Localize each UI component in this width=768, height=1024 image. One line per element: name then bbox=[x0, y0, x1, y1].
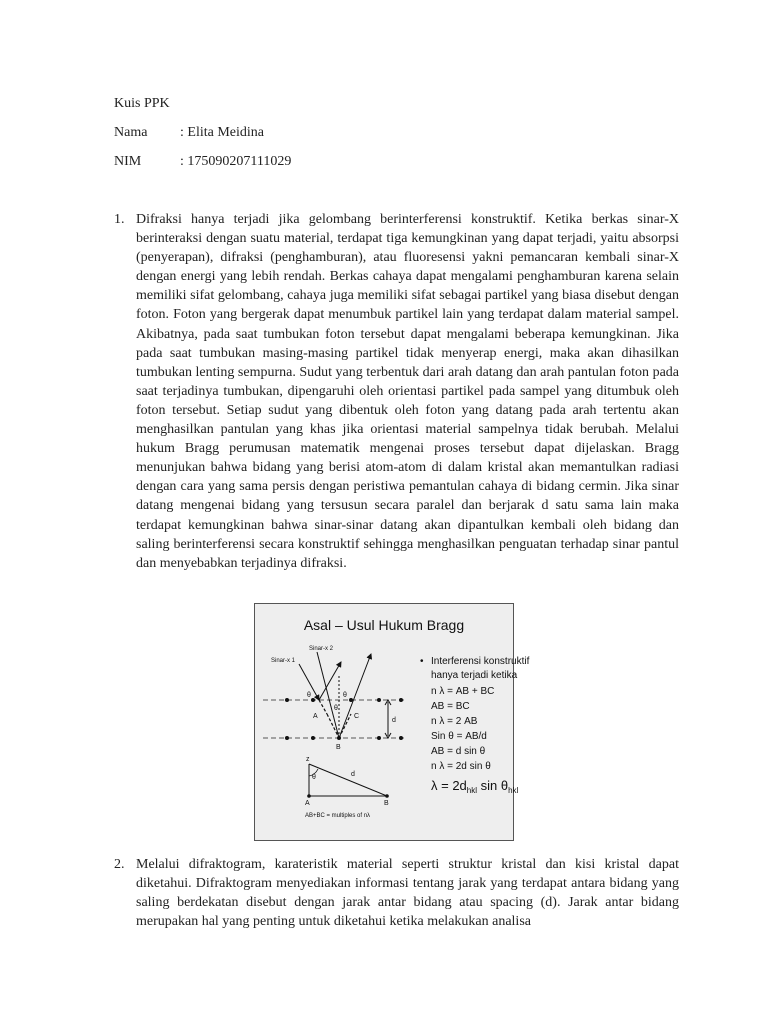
quiz-title: Kuis PPK bbox=[114, 96, 170, 111]
segment-ab-2 bbox=[327, 714, 339, 738]
name-row bbox=[114, 123, 264, 142]
ray-2-label: Sinar-x 2 bbox=[309, 646, 334, 652]
item-text: Difraksi hanya terjadi jika gelombang berinterferensi konstruktif. Ketika berkas sinar-X berinteraksi dengan suatu material, terdapat tiga kemungkinan yang dapat terjadi, yaitu absorpsi (penyerapan), difraksi (penghamburan), atau fluoresensi yakni pemancaran kembali sinar-X dengan energi yang lebih rendah. Berkas cahaya dapat mengalami penghamburan karena selain memiliki sifat gelombang, cahaya juga memiliki sifat sebagai partikel yang biasa disebut dengan foton. Foton yang bergerak dapat menumbuk partikel lain yang terdapat dalam material sampel. Akibatnya, pada saat tumbukan foton tersebut dapat mengalami beberapa kemungkinan. Jika pada saat tumbukan masing-masing partikel tidak menyerap energi, maka akan dihasilkan tumbukan lenting sempurna. Sudut yang terbentuk dari arah datang dan arah pantulan foton pada saat terjadinya tumbukan, dipengaruhi oleh orientasi partikel pada sampel yang ditumbuk oleh foton tersebut. Setiap sudut yang dibentuk oleh foton yang datang pada arah tertentu akan menghasilkan pantulan yang khas jika orientasi material sampelnya tidak berubah. Melalui hukum Bragg perumusan matematik mengenai proses tersebut dapat dijelaskan. Bragg menunjukan bahwa bidang yang berisi atom-atom di dalam kristal akan memantulkan radiasi dengan cara yang sama persis dengan peristiwa pemantulan cahaya di bidang cermin. Jika sinar datang mengenai bidang yang tersusun secara paralel dan berjarak d satu sama lain maka terdapat kemungkinan bahwa sinar-sinar datang akan dipantulkan kembali oleh bidang dan saling berinterferensi secara konstruktif sehingga menghasilkan penguatan terhadap sinar pantul dan menyebabkan terjadinya difraksi. bbox=[136, 212, 679, 571]
answer-item-2 bbox=[114, 855, 679, 931]
ray-1-label: Sinar-x 1 bbox=[271, 658, 296, 664]
incident-ray-2 bbox=[317, 652, 339, 738]
label-b: B bbox=[336, 744, 341, 751]
triangle-point-a bbox=[307, 794, 311, 798]
label-c: C bbox=[354, 713, 360, 720]
theta-label-right: θ bbox=[343, 692, 347, 699]
item-text: Melalui difraktogram, karateristik material seperti struktur kristal dan kisi kristal dapat diketahui. Difraktogram menyediakan informasi tentang jarak yang terdapat antara bidang yang saling berdekatan disebut dengan jarak antar bidang atau spacing (d). Jarak antar bidang merupakan hal yang penting untuk diketahui ketika melakukan analisa bbox=[136, 857, 679, 930]
equation-2: AB = BC bbox=[431, 701, 470, 712]
triangle-point-b bbox=[385, 794, 389, 798]
equation-3: n λ = 2 AB bbox=[431, 716, 478, 727]
nim-value: : 175090207111029 bbox=[180, 154, 292, 169]
item-number: 1. bbox=[114, 212, 125, 227]
theta-label-center: θ bbox=[334, 705, 338, 712]
label-z: z bbox=[306, 756, 310, 763]
triangle-theta-label: θ bbox=[312, 774, 316, 781]
equation-6: n λ = 2d sin θ bbox=[431, 761, 491, 772]
label-d: d bbox=[392, 717, 396, 724]
figure-title: Asal – Usul Hukum Bragg bbox=[303, 617, 465, 633]
answer-item-1 bbox=[114, 210, 679, 573]
bragg-equation: $\lambda = 2d_{hkl}$ $\sin \theta_{hkl}$ bbox=[431, 778, 519, 795]
triangle-hypotenuse bbox=[309, 764, 387, 796]
equation-5: AB = d sin θ bbox=[431, 746, 486, 757]
triangle-a-label: A bbox=[305, 800, 310, 807]
diagram-caption: AB+BC = multiples of nλ bbox=[305, 813, 371, 819]
bragg-figure bbox=[254, 603, 530, 841]
bullet-text: Interferensi konstruktif bbox=[431, 656, 530, 667]
item-number: 2. bbox=[114, 857, 125, 872]
nim-row bbox=[114, 152, 291, 171]
equation-4: Sin θ = AB/d bbox=[431, 731, 487, 742]
equation-1: n λ = AB + BC bbox=[431, 686, 495, 697]
bullet-point-icon: • bbox=[420, 656, 424, 667]
triangle-b-label: B bbox=[384, 800, 389, 807]
triangle-d-label: d bbox=[351, 771, 355, 778]
name-value: : Elita Meidina bbox=[180, 125, 264, 140]
segment-ab bbox=[319, 700, 327, 714]
reflected-ray-1 bbox=[319, 662, 341, 700]
bullet-text-cont: hanya terjadi ketika bbox=[431, 670, 518, 681]
label-a: A bbox=[313, 713, 318, 720]
name-label: Nama bbox=[114, 125, 148, 140]
theta-label-left: θ bbox=[307, 692, 311, 699]
nim-label: NIM bbox=[114, 154, 142, 169]
